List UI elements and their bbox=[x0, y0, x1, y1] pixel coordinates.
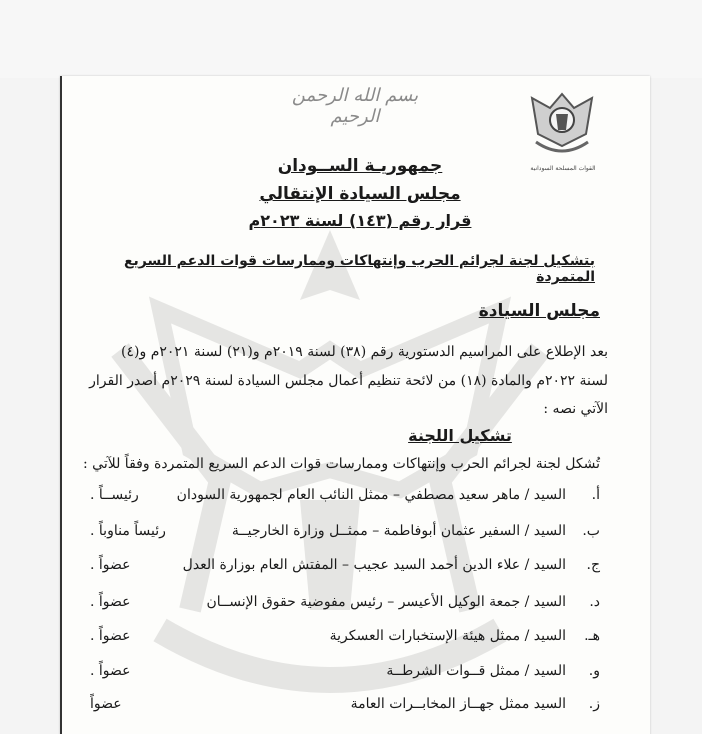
member-text: السيد / ممثل هيئة الإستخبارات العسكرية bbox=[329, 628, 566, 644]
member-text: السيد / ممثل قــوات الشرطــة bbox=[386, 663, 566, 679]
country-heading: جمهوريـة الســودان bbox=[277, 156, 443, 176]
member-role: عضواً . bbox=[90, 594, 131, 610]
member-letter: ج. bbox=[586, 557, 600, 573]
page-top-band bbox=[0, 0, 702, 78]
issuing-body-heading: مجلس السيادة bbox=[478, 301, 600, 321]
member-text: السيد ممثل جهــاز المخابــرات العامة bbox=[350, 696, 566, 712]
member-text: السيد / ماهر سعيد مصطفي – ممثل النائب العام لجمهورية السودان bbox=[176, 487, 566, 503]
basmala-calligraphy: بسم الله الرحمن الرحيم bbox=[291, 85, 419, 127]
member-text: السيد / جمعة الوكيل الأعيسر – رئيس مفوضية حقوق الإنســان bbox=[206, 594, 566, 610]
decree-subject: بتشكيل لجنة لجرائم الحرب وإنتهاكات وممارسات قوات الدعم السريع المتمردة bbox=[123, 253, 595, 285]
emblem-caption: القوات المسلحة السودانية bbox=[530, 165, 596, 172]
preamble-line-1: بعد الإطلاع على المراسيم الدستورية رقم (٣٨) لسنة ٢٠١٩م و(٢١) لسنة ٢٠٢١م و(٤) bbox=[121, 344, 608, 360]
member-row bbox=[90, 696, 600, 720]
section-title: تشكيل اللجنة bbox=[408, 426, 512, 445]
preamble-line-2: لسنة ٢٠٢٢م والمادة (١٨) من لائحة تنظيم أعمال مجلس السيادة لسنة ٢٠٢٩م أصدر القرار bbox=[89, 373, 608, 389]
member-role: عضواً . bbox=[90, 663, 131, 679]
decree-number: قرار رقم (١٤٣) لسنة ٢٠٢٣م bbox=[248, 211, 472, 230]
member-role: رئيساً مناوباً . bbox=[90, 523, 166, 539]
member-role: عضواً . bbox=[90, 557, 131, 573]
member-text: السيد / السفير عثمان أبوفاطمة – ممثــل وزارة الخارجيــة bbox=[231, 523, 566, 539]
sudan-armed-forces-emblem-icon bbox=[522, 86, 602, 172]
page-right-band bbox=[648, 78, 702, 734]
committee-intro: تُشكل لجنة لجرائم الحرب وإنتهاكات وممارسات قوات الدعم السريع المتمردة وفقاً للآتي : bbox=[83, 456, 600, 472]
member-role: عضواً bbox=[90, 696, 122, 712]
member-letter: و. bbox=[588, 663, 600, 679]
member-row bbox=[90, 628, 600, 652]
member-row bbox=[90, 594, 600, 618]
page-left-band bbox=[0, 78, 62, 734]
member-letter: ب. bbox=[582, 523, 600, 539]
preamble-line-3: الآتي نصه : bbox=[543, 401, 608, 417]
member-row bbox=[90, 523, 600, 547]
member-letter: أ. bbox=[591, 487, 600, 503]
member-row bbox=[90, 487, 600, 511]
member-role: عضواً . bbox=[90, 628, 131, 644]
member-role: رئيســاً . bbox=[90, 487, 139, 503]
member-letter: ز. bbox=[588, 696, 600, 712]
council-heading: مجلس السيادة الإنتقالي bbox=[259, 184, 461, 204]
member-letter: د. bbox=[589, 594, 600, 610]
member-row bbox=[90, 557, 600, 581]
member-row bbox=[90, 663, 600, 687]
member-letter: هـ. bbox=[584, 628, 600, 644]
member-text: السيد / علاء الدين أحمد السيد عجيب – المفتش العام بوزارة العدل bbox=[182, 557, 566, 573]
